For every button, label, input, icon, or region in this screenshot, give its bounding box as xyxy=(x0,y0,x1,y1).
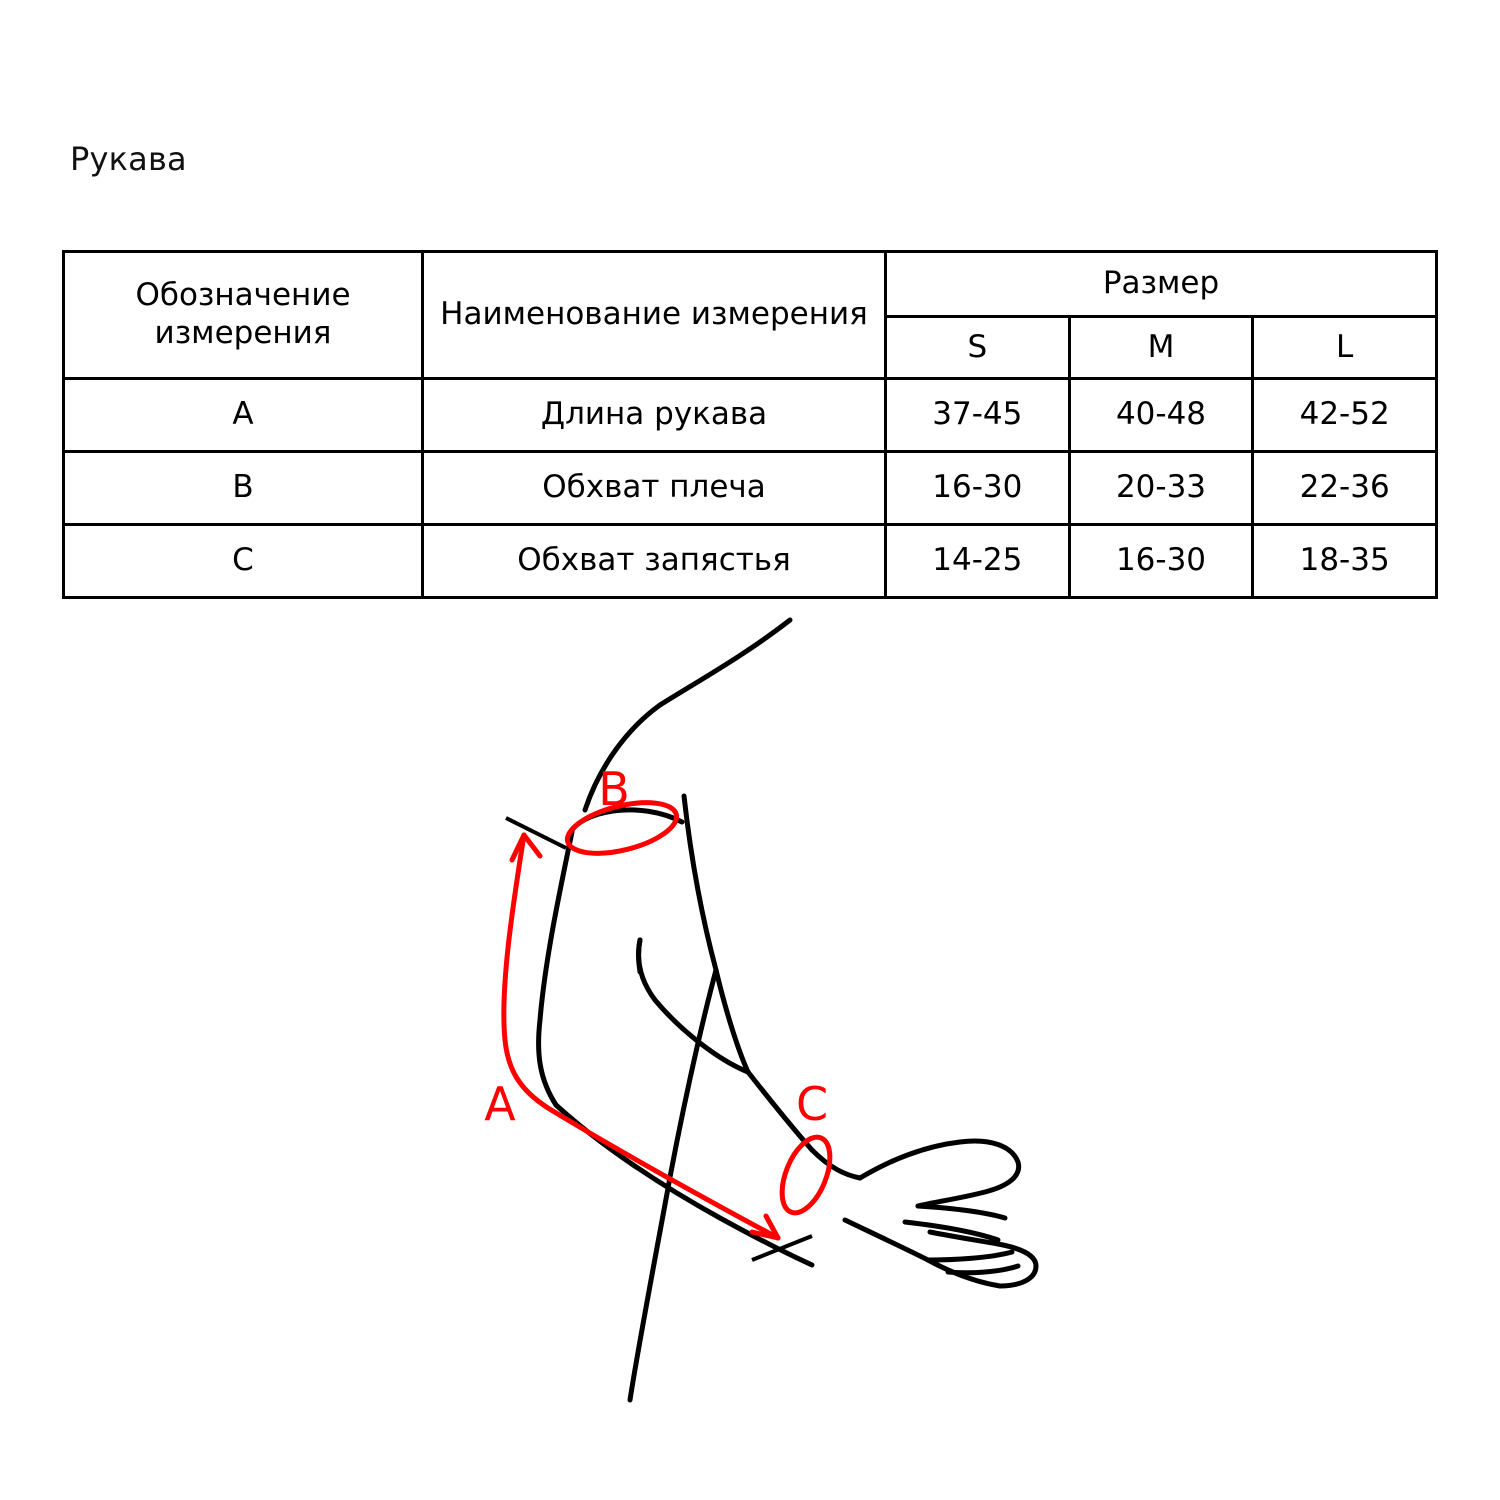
header-measure-name: Наименование измерения xyxy=(423,252,886,379)
row-c-s: 14-25 xyxy=(886,525,1070,598)
table-row xyxy=(64,379,1437,452)
table-row xyxy=(64,452,1437,525)
row-b-s: 16-30 xyxy=(886,452,1070,525)
row-b-name: Обхват плеча xyxy=(423,452,886,525)
row-a-m: 40-48 xyxy=(1069,379,1253,452)
row-a-l: 42-52 xyxy=(1253,379,1437,452)
header-measure-code: Обозначение измерения xyxy=(64,252,423,379)
row-a-name: Длина рукава xyxy=(423,379,886,452)
row-c-code: C xyxy=(64,525,423,598)
arm-outline xyxy=(539,620,1036,1400)
label-c: C xyxy=(795,1077,829,1131)
header-size-group: Размер xyxy=(886,252,1437,317)
label-a: A xyxy=(484,1077,516,1131)
row-b-code: B xyxy=(64,452,423,525)
row-c-m: 16-30 xyxy=(1069,525,1253,598)
arm-measurement-diagram xyxy=(0,560,1500,1440)
header-size-l: L xyxy=(1253,317,1437,379)
row-b-l: 22-36 xyxy=(1253,452,1437,525)
page-title: Рукава xyxy=(70,140,187,178)
measurement-c-ellipse xyxy=(772,1130,839,1219)
row-b-m: 20-33 xyxy=(1069,452,1253,525)
row-c-l: 18-35 xyxy=(1253,525,1437,598)
row-a-code: A xyxy=(64,379,423,452)
tick-marks xyxy=(506,818,812,1260)
table-header-row-1 xyxy=(64,252,1437,317)
row-a-s: 37-45 xyxy=(886,379,1070,452)
header-size-m: M xyxy=(1069,317,1253,379)
label-b: B xyxy=(598,762,630,816)
header-size-s: S xyxy=(886,317,1070,379)
row-c-name: Обхват запястья xyxy=(423,525,886,598)
size-table xyxy=(62,250,1438,599)
